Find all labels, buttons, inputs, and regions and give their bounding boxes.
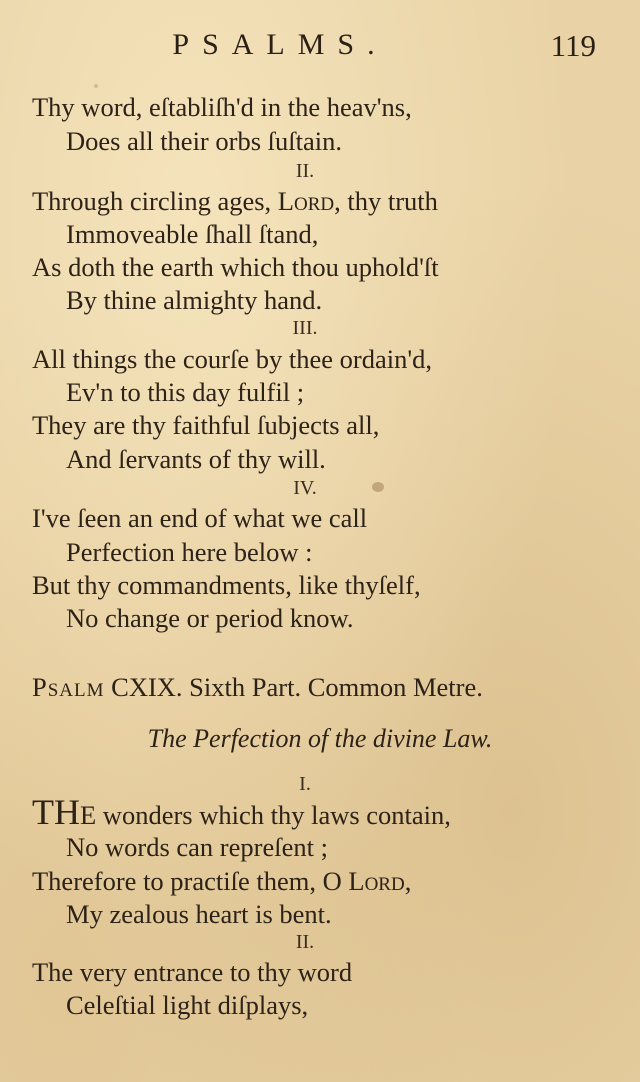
section-subtitle: The Perfection of the divine Law.: [147, 724, 493, 753]
section-heading: Psalm CXIX. Sixth Part. Common Metre.: [32, 672, 483, 702]
verse-line: Does all their orbs ſuſtain.: [66, 126, 342, 156]
stanza-numeral: I.: [299, 773, 311, 795]
verse-line: Through circling ages, Lord, thy truth: [32, 186, 438, 216]
lord-smallcaps: Lord: [348, 866, 405, 896]
verse-line: Ev'n to this day fulfil ;: [66, 377, 305, 407]
verse-line: Thy word, eſtabliſh'd in the heav'ns,: [32, 92, 412, 122]
verse-line: But thy commandments, like thyſelf,: [32, 570, 421, 600]
verse-line: Therefore to practiſe them, O Lord,: [32, 866, 412, 896]
verse-line: My zealous heart is bent.: [66, 899, 332, 929]
paper-stain: [94, 84, 98, 88]
verse-line: Perfection here below :: [66, 537, 313, 567]
stanza-numeral: III.: [292, 317, 318, 339]
verse-line: As doth the earth which thou uphold'ſt: [32, 252, 439, 282]
stanza-numeral: II.: [295, 931, 315, 953]
verse-line: Immoveable ſhall ſtand,: [66, 219, 319, 249]
stanza-numeral: IV.: [293, 477, 317, 499]
verse-line: They are thy faithful ſubjects all,: [32, 410, 380, 440]
lord-smallcaps: Lord: [277, 186, 335, 216]
verse-line: THE wonders which thy laws contain,: [32, 792, 451, 832]
verse-line: No change or period know.: [66, 603, 354, 633]
verse-line: By thine almighty hand.: [66, 285, 323, 315]
verse-line: No words can repreſent ;: [66, 832, 328, 862]
verse-line: I've ſeen an end of what we call: [32, 503, 368, 533]
verse-line: And ſervants of thy will.: [66, 444, 326, 474]
verse-line: All things the courſe by thee ordain'd,: [32, 344, 432, 374]
verse-line: Celeſtial light diſplays,: [66, 990, 309, 1020]
stanza-numeral: II.: [295, 160, 315, 182]
running-header-title: PSALMS.: [172, 28, 388, 61]
page-number: 119: [550, 28, 596, 63]
psalm-word: Psalm: [32, 672, 105, 702]
drop-cap: TH: [32, 792, 80, 832]
verse-line: The very entrance to thy word: [32, 957, 353, 987]
